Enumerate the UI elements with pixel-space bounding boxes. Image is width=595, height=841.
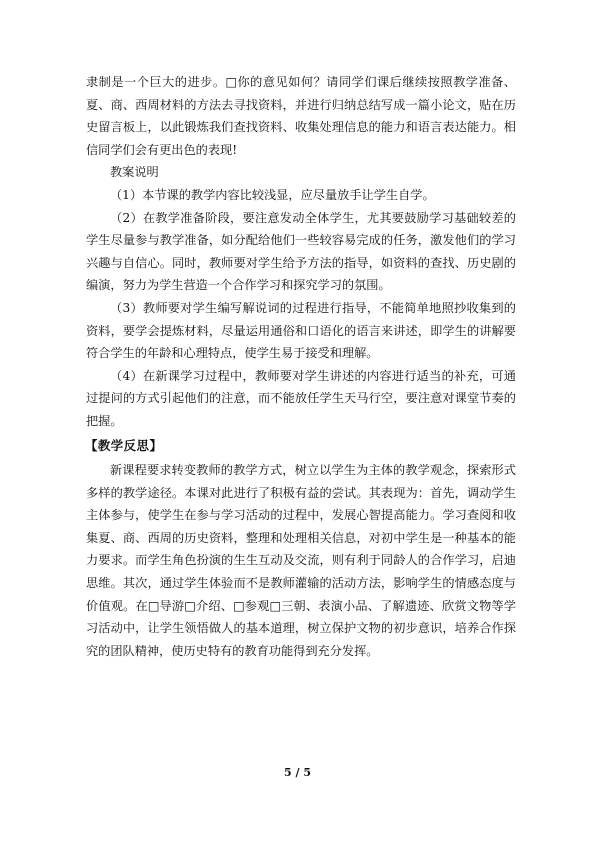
reflection-heading: 【教学反思】 bbox=[85, 437, 163, 453]
note-item-4: （4）在新课学习过程中，教师要对学生讲述的内容进行适当的补充，可通过提问的方式引起他们的注意，而不能放任学生天马行空，要注意对课堂节奏的把握。 bbox=[86, 368, 516, 428]
note-item-2: （2）在教学准备阶段，要注意发动全体学生，尤其要鼓励学习基础较差的学生尽量参与教学准备，如分配给他们一些较容易完成的任务，激发他们的学习兴趣与自信心。同时，教师要对学生给予方法的指导，如资料的查找、历史剧的编演，努力为学生营造一个合作学习和探究学习的氛围。 bbox=[86, 210, 516, 293]
notes-title: 教案说明 bbox=[110, 165, 159, 180]
intro-paragraph: 隶制是一个巨大的进步。□你的意见如何？请同学们课后继续按照教学准备、夏、商、西周材料的方法去寻找资料，并进行归纳总结写成一篇小论文，贴在历史留言板上，以此锻炼我们查找资料、收集处理信息的能力和语言表达能力。相信同学们会有更出色的表现! bbox=[86, 75, 516, 157]
page-content bbox=[86, 71, 516, 662]
reflection-paragraph: 新课程要求转变教师的教学方式，树立以学生为主体的教学观念，探索形式多样的教学途径。本课对此进行了积极有益的尝试。其表现为：首先，调动学生主体参与，使学生在参与学习活动的过程中，发展心智提高能力。学习查阅和收集夏、商、西周的历史资料，整理和处理相关信息，对初中学生是一种基本的能力要求。而学生角色扮演的生生互动及交流，则有利于同龄人的合作学习，启迪思维。其次，通过学生体验而不是教师灌输的活动方法，影响学生的情感态度与价值观。在□导游□介绍、□参观□三朝、表演小品、了解遗迹、欣赏文物等学习活动中，让学生领悟做人的基本道理，树立保护文物的初步意识，培养合作探究的团队精神，使历史特有的教育功能得到充分发挥。 bbox=[86, 463, 516, 658]
page-number: 5 / 5 bbox=[284, 766, 311, 779]
note-item-1: （1）本节课的教学内容比较浅显，应尽量放手让学生自学。 bbox=[110, 187, 435, 202]
note-item-3: （3）教师要对学生编写解说词的过程进行指导，不能简单地照抄收集到的资料，要学会提炼材料，尽量运用通俗和口语化的语言来讲述，即学生的讲解要符合学生的年龄和心理特点，使学生易于接受和理解。 bbox=[86, 300, 516, 361]
